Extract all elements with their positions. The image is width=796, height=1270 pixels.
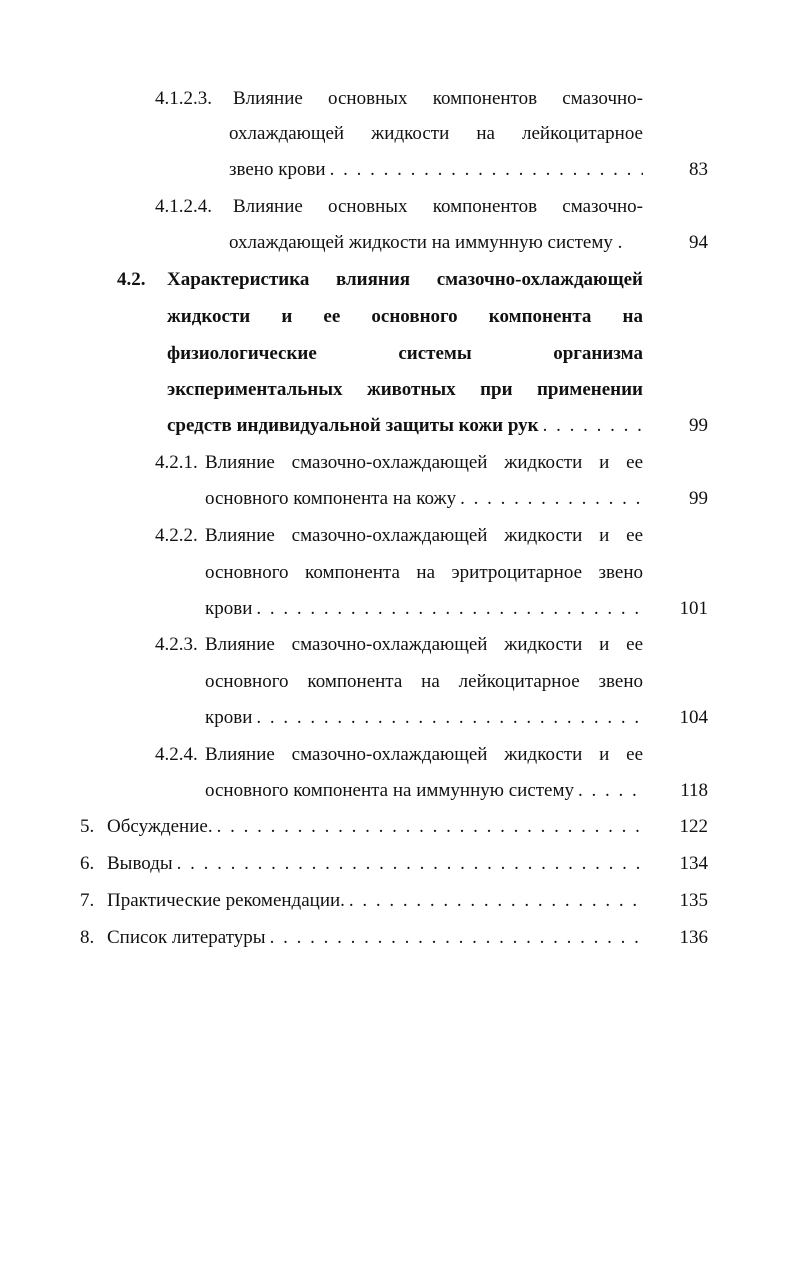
entry-title-leader bbox=[205, 779, 643, 803]
entry-number: 4.1.2.3. bbox=[155, 88, 212, 109]
entry-title-leader bbox=[229, 158, 643, 182]
entry-number: 4.2. bbox=[117, 269, 146, 290]
entry-title: Обсуждение. bbox=[107, 816, 213, 837]
dot-leader bbox=[578, 779, 643, 803]
entry-title: Выводы bbox=[107, 853, 173, 874]
dot-leader bbox=[256, 706, 643, 730]
entry-title-line: основного компонента на кожу bbox=[205, 488, 457, 509]
entry-number: 4.2.4. bbox=[155, 744, 198, 765]
entry-title-line: крови bbox=[205, 707, 253, 728]
entry-title-leader bbox=[167, 414, 643, 438]
entry-title-leader bbox=[107, 926, 643, 950]
page-number: 83 bbox=[689, 159, 708, 180]
entry-title-line: физиологические системы организма bbox=[167, 343, 643, 364]
entry-number: 6. bbox=[80, 853, 95, 874]
entry-title-line: охлаждающей жидкости на иммунную систему . bbox=[229, 232, 623, 253]
dot-leader bbox=[177, 852, 643, 876]
entry-title-line: основного компонента на лейкоцитарное звено bbox=[205, 671, 643, 692]
entry-title: Список литературы bbox=[107, 927, 266, 948]
entry-title-line: средств индивидуальной защиты кожи рук bbox=[167, 415, 539, 436]
entry-number: 7. bbox=[80, 890, 95, 911]
page-number: 101 bbox=[679, 598, 708, 619]
page-number: 99 bbox=[689, 488, 708, 509]
page-number: 122 bbox=[679, 816, 708, 837]
entry-number: 4.2.1. bbox=[155, 452, 198, 473]
dot-leader bbox=[217, 815, 643, 839]
entry-title-line: звено крови bbox=[229, 159, 326, 180]
entry-title-line: Влияние смазочно-охлаждающей жидкости и ее bbox=[205, 525, 643, 546]
entry-title-line: Влияние смазочно-охлаждающей жидкости и ее bbox=[205, 452, 643, 473]
entry-title-leader bbox=[107, 852, 643, 876]
dot-leader bbox=[349, 889, 643, 913]
entry-title-line: Влияние основных компонентов смазочно- bbox=[233, 88, 643, 109]
entry-title-line: основного компонента на эритроцитарное звено bbox=[205, 562, 643, 583]
entry-title-line: жидкости и ее основного компонента на bbox=[167, 306, 643, 327]
entry-title-line: охлаждающей жидкости на лейкоцитарное bbox=[229, 123, 643, 144]
dot-leader bbox=[543, 414, 643, 438]
entry-title-line: Влияние основных компонентов смазочно- bbox=[233, 196, 643, 217]
entry-title-line: основного компонента на иммунную систему bbox=[205, 780, 575, 801]
dot-leader bbox=[460, 487, 643, 511]
entry-title-line: Характеристика влияния смазочно-охлаждающей bbox=[167, 269, 643, 290]
entry-title-leader bbox=[205, 706, 643, 730]
page-number: 135 bbox=[679, 890, 708, 911]
dot-leader bbox=[270, 926, 643, 950]
entry-title-line: экспериментальных животных при применении bbox=[167, 379, 643, 400]
entry-title-leader bbox=[107, 815, 643, 839]
page-number: 136 bbox=[679, 927, 708, 948]
dot-leader bbox=[256, 597, 643, 621]
page-number: 134 bbox=[679, 853, 708, 874]
entry-number: 4.2.2. bbox=[155, 525, 198, 546]
entry-title-line: Влияние смазочно-охлаждающей жидкости и ее bbox=[205, 744, 643, 765]
entry-title-leader bbox=[205, 487, 643, 511]
entry-number: 4.1.2.4. bbox=[155, 196, 212, 217]
entry-title-line: Влияние смазочно-охлаждающей жидкости и ее bbox=[205, 634, 643, 655]
entry-number: 4.2.3. bbox=[155, 634, 198, 655]
page-number: 118 bbox=[680, 780, 708, 801]
entry-title-leader bbox=[205, 597, 643, 621]
entry-title-leader bbox=[107, 889, 643, 913]
dot-leader bbox=[330, 158, 643, 182]
page-number: 104 bbox=[679, 707, 708, 728]
entry-number: 5. bbox=[80, 816, 95, 837]
entry-title-line: крови bbox=[205, 598, 253, 619]
page-number: 99 bbox=[689, 415, 708, 436]
entry-number: 8. bbox=[80, 927, 95, 948]
page-number: 94 bbox=[689, 232, 708, 253]
entry-title: Практические рекомендации. bbox=[107, 890, 345, 911]
